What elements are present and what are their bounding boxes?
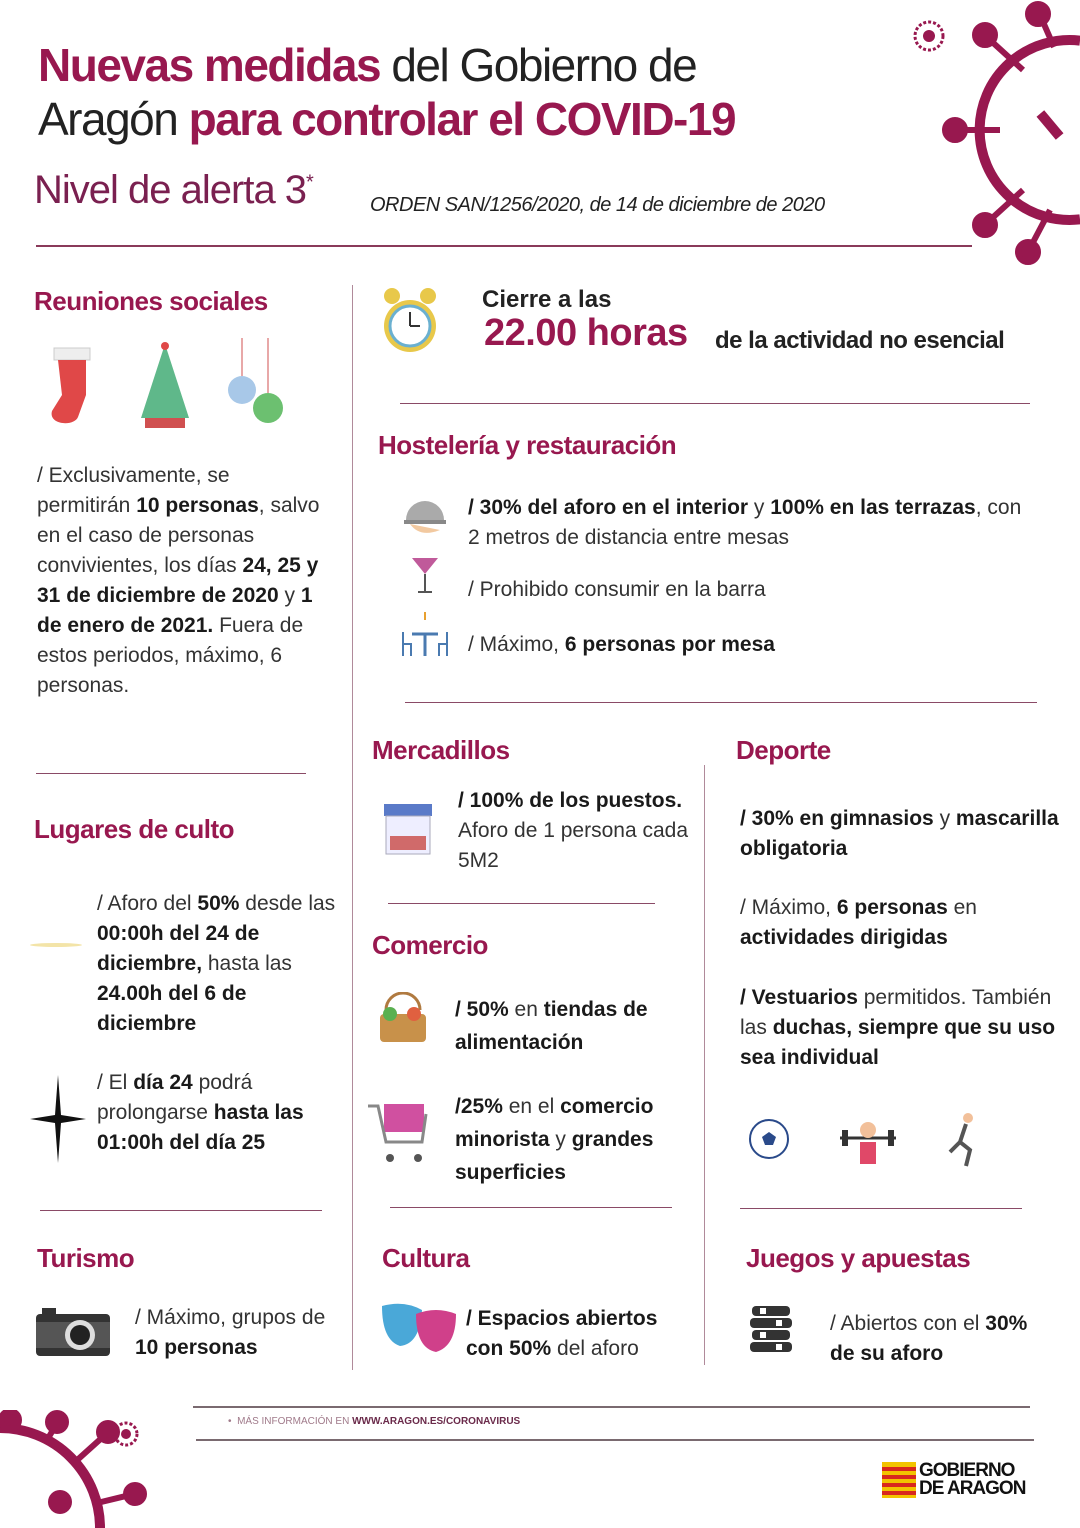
bold-text: Nuevas medidas [38, 39, 381, 91]
text: , con 2 metros de distancia entre mesas [468, 496, 1022, 549]
title-line-1 [38, 38, 696, 92]
divider [196, 1439, 1034, 1441]
text: desde las [239, 892, 336, 915]
runner-icon [942, 1112, 982, 1168]
small-virus-icon-bottom [108, 1416, 144, 1452]
divider [388, 903, 655, 904]
bold-text: actividades dirigidas [740, 926, 948, 949]
text: Aragón [38, 93, 189, 145]
culto-item-2 [97, 1068, 337, 1158]
culto-item-1 [97, 889, 345, 1039]
title-line-2 [38, 92, 735, 146]
deporte-item [740, 983, 1060, 1073]
text: en el [502, 1095, 561, 1118]
divider [400, 403, 1030, 404]
christmas-tree-icon [135, 338, 195, 430]
virus-icon [940, 0, 1080, 265]
star-icon [30, 1075, 86, 1163]
cultura-text [466, 1304, 696, 1364]
text: y [278, 584, 301, 607]
bold-text: 50% [197, 892, 240, 915]
juegos-title: Juegos y apuestas [746, 1243, 971, 1273]
culto-title: Lugares de culto [34, 814, 235, 844]
market-stall-icon [382, 800, 434, 856]
cultura-title: Cultura [382, 1243, 470, 1273]
hosteleria-title: Hostelería y restauración [378, 430, 677, 460]
logo-line-2: DE ARAGON [919, 1478, 1026, 1499]
alert-level-text: Nivel de alerta 3 [34, 168, 307, 212]
table-chairs-icon [400, 612, 450, 658]
text: hasta las [202, 952, 292, 975]
asterisk: * [306, 171, 313, 194]
bold-text: / Vestuarios [740, 986, 858, 1009]
text: / Aforo del [97, 892, 198, 915]
grocery-basket-icon [376, 992, 430, 1046]
text: / Máximo, [468, 633, 565, 656]
text: Fuera de estos periodos, máximo, 6 personas. [37, 614, 304, 697]
bold-text: 6 personas [836, 896, 948, 919]
bold-text: comercio minorista [455, 1095, 654, 1151]
order-reference: ORDEN SAN/1256/2020, de 14 de diciembre de 2020 [370, 194, 825, 216]
bold-text: 24, 25 y 31 de diciembre de 2020 [37, 554, 319, 607]
small-virus-icon [905, 12, 953, 60]
aragon-flag-icon [882, 1462, 916, 1498]
poker-chips-icon [748, 1302, 794, 1358]
text: en [947, 896, 977, 919]
hosteleria-item [468, 493, 1038, 553]
mercadillos-title: Mercadillos [372, 735, 510, 765]
bold-text: / 50% [455, 998, 509, 1021]
cloche-icon [404, 492, 446, 542]
text: / Máximo, grupos de [135, 1306, 326, 1329]
theater-masks-icon [380, 1300, 458, 1354]
bold-text: 6 personas por mesa [564, 633, 775, 656]
weightlifting-icon [838, 1118, 898, 1166]
bold-text: 00:00h del 24 de diciembre, [97, 922, 260, 975]
soccer-ball-icon [748, 1118, 790, 1160]
reuniones-title: Reuniones sociales [34, 286, 268, 316]
text: y [933, 807, 956, 830]
closing-pre: Cierre a las [482, 286, 612, 313]
camera-icon [36, 1308, 110, 1356]
bold-text: / 30% en gimnasios [740, 807, 934, 830]
bold-text: /25% [455, 1095, 503, 1118]
more-info-link[interactable]: WWW.ARAGON.ES/CORONAVIRUS [352, 1416, 521, 1427]
bold-text: día 24 [133, 1071, 193, 1094]
shopping-cart-icon [366, 1100, 432, 1166]
bold-text: tiendas de alimentación [455, 998, 648, 1054]
bold-text: grandes superficies [455, 1128, 654, 1184]
text: / Máximo, [740, 896, 837, 919]
text: del aforo [551, 1337, 639, 1360]
alarm-clock-icon [380, 284, 440, 358]
text: / Prohibido consumir en la barra [468, 578, 766, 601]
gobierno-aragon-logo [882, 1462, 1025, 1498]
closing-post: de la actividad no esencial [715, 327, 1005, 354]
bold-text: 30% de su aforo [830, 1312, 1028, 1365]
juegos-text [830, 1309, 1050, 1369]
bold-text: / 100% de los puestos. [458, 789, 683, 812]
text: / Exclusivamente, se permitirán [37, 464, 230, 517]
bold-text: para controlar el COVID-19 [188, 93, 736, 145]
divider [40, 1210, 322, 1211]
bold-text: duchas, siempre que su uso sea individual [740, 1016, 1056, 1069]
comercio-title: Comercio [372, 930, 488, 960]
bold-text: 100% en las terrazas [770, 496, 976, 519]
bold-text: / Espacios abiertos con 50% [466, 1307, 658, 1360]
text: podrá prolongarse [97, 1071, 253, 1124]
divider [405, 702, 1037, 703]
more-info-label: MÁS INFORMACIÓN EN [237, 1416, 353, 1427]
text: , salvo en el caso de personas convivientes, los días [37, 494, 320, 577]
column-divider [704, 765, 705, 1365]
deporte-item [740, 893, 1060, 953]
cocktail-icon [410, 550, 440, 596]
bold-text: 10 personas [136, 494, 259, 517]
text: y [748, 496, 771, 519]
closing-time: 22.00 horas [484, 312, 688, 354]
hosteleria-item [468, 575, 1038, 605]
reuniones-text [37, 461, 327, 701]
comercio-item [455, 1090, 700, 1189]
text: permitidos. También las [740, 986, 1052, 1039]
text: / Abiertos con el [830, 1312, 986, 1335]
deporte-title: Deporte [736, 735, 831, 765]
column-divider [352, 285, 353, 1370]
mercadillos-text [458, 786, 688, 876]
bold-text: / 30% del aforo en el interior [468, 496, 749, 519]
text: y [549, 1128, 572, 1151]
divider [36, 245, 972, 247]
divider [390, 1207, 672, 1208]
bold-text: 10 personas [135, 1336, 258, 1359]
divider [36, 773, 306, 774]
text: en [508, 998, 544, 1021]
text: del Gobierno de [380, 39, 697, 91]
bold-text: hasta las 01:00h del día 25 [97, 1101, 304, 1154]
bold-text: 1 de enero de 2021. [37, 584, 313, 637]
hosteleria-item [468, 630, 1038, 660]
logo-line-1: GOBIERNO [919, 1460, 1015, 1481]
deporte-item [740, 804, 1060, 864]
text: / El [97, 1071, 134, 1094]
alert-level [34, 168, 313, 213]
comercio-item [455, 993, 695, 1059]
sparkle-icon [28, 925, 84, 965]
turismo-title: Turismo [37, 1243, 135, 1273]
divider [740, 1208, 1022, 1209]
bold-text: 24.00h del 6 de diciembre [97, 982, 247, 1035]
christmas-stocking-icon [44, 340, 100, 430]
bold-text: mascarilla obligatoria [740, 807, 1059, 860]
more-info: • MÁS INFORMACIÓN EN WWW.ARAGON.ES/CORONAVIRUS [228, 1416, 521, 1427]
turismo-text [135, 1303, 335, 1363]
christmas-ornaments-icon [224, 338, 286, 428]
divider [193, 1406, 1030, 1408]
text: Aforo de 1 persona cada 5M2 [458, 819, 688, 872]
